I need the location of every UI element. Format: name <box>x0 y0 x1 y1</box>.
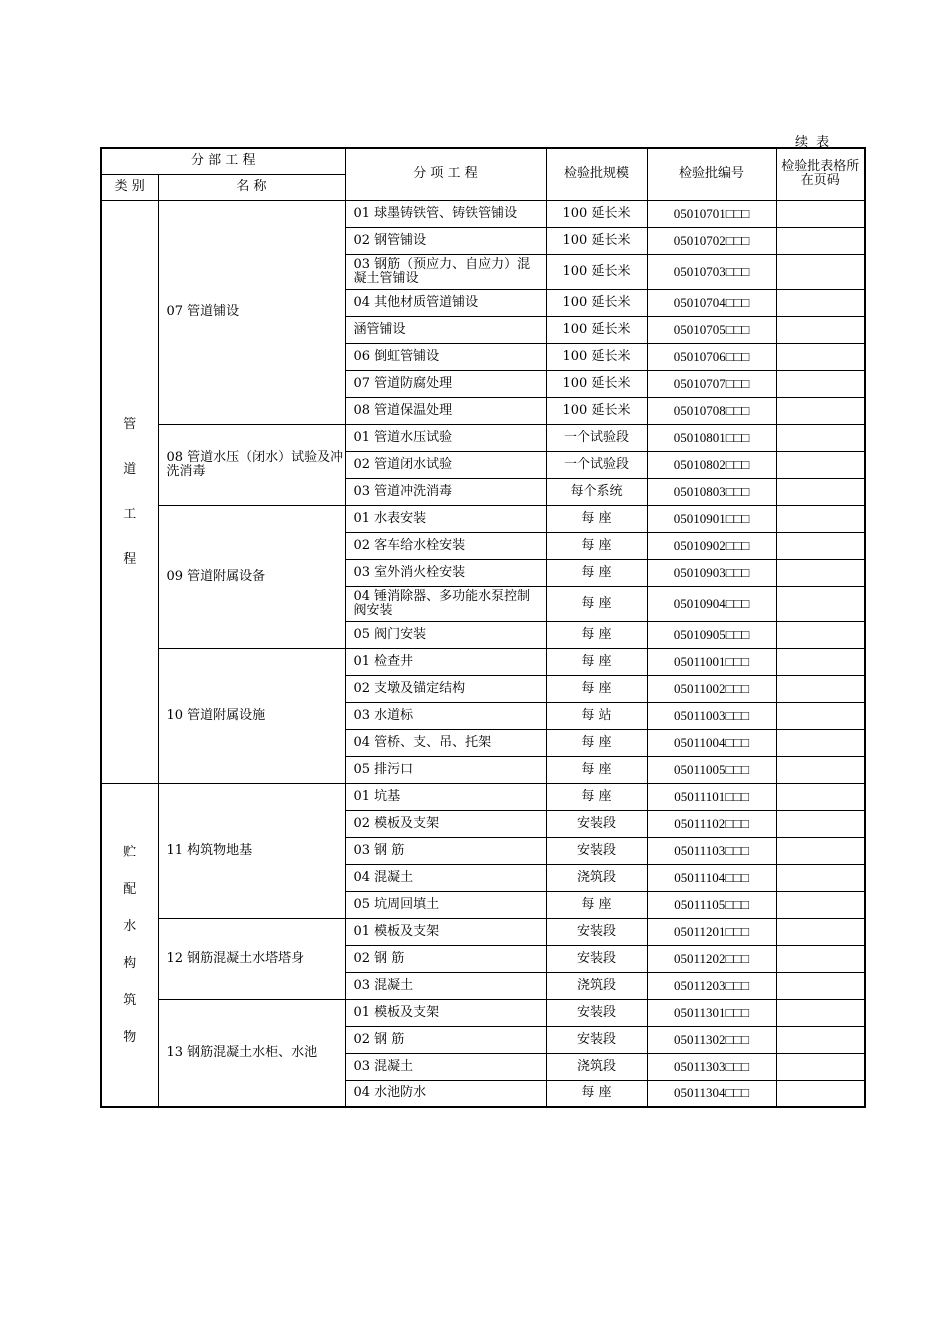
batch-code: 05011301□□□ <box>647 999 776 1026</box>
header-name: 名 称 <box>158 174 345 200</box>
batch-scale: 安装段 <box>546 945 647 972</box>
batch-code: 05011103□□□ <box>647 837 776 864</box>
sub-item-name: 05 阀门安装 <box>345 621 546 648</box>
sub-item-name: 04 水池防水 <box>345 1080 546 1107</box>
page-location-cell <box>776 200 865 227</box>
page-location-cell <box>776 343 865 370</box>
batch-code: 05010905□□□ <box>647 621 776 648</box>
page-location-cell <box>776 864 865 891</box>
batch-code: 05010901□□□ <box>647 505 776 532</box>
batch-code: 05010707□□□ <box>647 370 776 397</box>
batch-code: 05010706□□□ <box>647 343 776 370</box>
category-char: 贮 <box>123 844 137 860</box>
category-char: 构 <box>123 955 137 971</box>
page-location-cell <box>776 999 865 1026</box>
division-name: 13 钢筋混凝土水柜、水池 <box>158 999 345 1107</box>
table-row <box>101 999 865 1026</box>
category-char: 道 <box>123 461 137 477</box>
page-location-cell <box>776 397 865 424</box>
table-row <box>101 648 865 675</box>
batch-scale: 每个系统 <box>546 478 647 505</box>
batch-scale: 每 座 <box>546 559 647 586</box>
page-location-cell <box>776 451 865 478</box>
page-location-cell <box>776 505 865 532</box>
page-location-cell <box>776 837 865 864</box>
batch-code: 05011104□□□ <box>647 864 776 891</box>
header-sub-item: 分 项 工 程 <box>345 148 546 200</box>
batch-scale: 安装段 <box>546 918 647 945</box>
sub-item-name: 涵管铺设 <box>345 316 546 343</box>
batch-scale: 每 座 <box>546 756 647 783</box>
table-row <box>101 783 865 810</box>
batch-scale: 安装段 <box>546 837 647 864</box>
batch-code: 05010903□□□ <box>647 559 776 586</box>
batch-code: 05010904□□□ <box>647 586 776 621</box>
page-location-cell <box>776 675 865 702</box>
batch-scale: 每 座 <box>546 586 647 621</box>
sub-item-name: 02 钢 筋 <box>345 1026 546 1053</box>
batch-code: 05010701□□□ <box>647 200 776 227</box>
page-location-cell <box>776 756 865 783</box>
sub-item-name: 01 检查井 <box>345 648 546 675</box>
batch-scale: 每 站 <box>546 702 647 729</box>
sub-item-name: 03 钢 筋 <box>345 837 546 864</box>
batch-scale: 每 座 <box>546 783 647 810</box>
batch-code: 05010703□□□ <box>647 254 776 289</box>
sub-item-name: 02 支墩及锚定结构 <box>345 675 546 702</box>
category-char: 物 <box>123 1029 137 1045</box>
sub-item-name: 03 室外消火栓安装 <box>345 559 546 586</box>
batch-code: 05011101□□□ <box>647 783 776 810</box>
category-char: 工 <box>123 506 137 522</box>
batch-code: 05010803□□□ <box>647 478 776 505</box>
sub-item-name: 01 水表安装 <box>345 505 546 532</box>
page-location-cell <box>776 289 865 316</box>
batch-code: 05011201□□□ <box>647 918 776 945</box>
batch-scale: 浇筑段 <box>546 1053 647 1080</box>
batch-scale: 100 延长米 <box>546 200 647 227</box>
batch-code: 05011303□□□ <box>647 1053 776 1080</box>
page-location-cell <box>776 810 865 837</box>
batch-scale: 每 座 <box>546 891 647 918</box>
category-cell <box>101 783 158 1107</box>
page-location-cell <box>776 972 865 999</box>
table-row <box>101 200 865 227</box>
category-char: 水 <box>123 918 137 934</box>
sub-item-name: 04 管桥、支、吊、托架 <box>345 729 546 756</box>
division-name: 10 管道附属设施 <box>158 648 345 783</box>
batch-scale: 100 延长米 <box>546 397 647 424</box>
batch-scale: 安装段 <box>546 810 647 837</box>
page-location-cell <box>776 316 865 343</box>
sub-item-name: 02 钢 筋 <box>345 945 546 972</box>
header-division: 分 部 工 程 <box>101 148 345 174</box>
batch-code: 05011005□□□ <box>647 756 776 783</box>
page-location-cell <box>776 918 865 945</box>
page-location-cell <box>776 1080 865 1107</box>
batch-scale: 每 座 <box>546 621 647 648</box>
batch-code: 05011002□□□ <box>647 675 776 702</box>
batch-code: 05011203□□□ <box>647 972 776 999</box>
sub-item-name: 08 管道保温处理 <box>345 397 546 424</box>
batch-code: 05010702□□□ <box>647 227 776 254</box>
batch-scale: 安装段 <box>546 1026 647 1053</box>
sub-item-name: 01 球墨铸铁管、铸铁管铺设 <box>345 200 546 227</box>
sub-item-name: 07 管道防腐处理 <box>345 370 546 397</box>
batch-code: 05011302□□□ <box>647 1026 776 1053</box>
category-char: 程 <box>123 551 137 567</box>
batch-code: 05011105□□□ <box>647 891 776 918</box>
page-location-cell <box>776 478 865 505</box>
batch-scale: 一个试验段 <box>546 451 647 478</box>
batch-scale: 每 座 <box>546 1080 647 1107</box>
batch-code: 05011003□□□ <box>647 702 776 729</box>
sub-item-name: 01 模板及支架 <box>345 999 546 1026</box>
batch-scale: 100 延长米 <box>546 370 647 397</box>
batch-scale: 安装段 <box>546 999 647 1026</box>
header-batch-code: 检验批编号 <box>647 148 776 200</box>
batch-code: 05011304□□□ <box>647 1080 776 1107</box>
batch-scale: 100 延长米 <box>546 343 647 370</box>
category-char: 配 <box>123 881 137 897</box>
batch-scale: 每 座 <box>546 648 647 675</box>
page-location-cell <box>776 1053 865 1080</box>
continued-label: 续 表 <box>795 135 832 150</box>
page-location-cell <box>776 424 865 451</box>
sub-item-name: 01 坑基 <box>345 783 546 810</box>
header-batch-scale: 检验批规模 <box>546 148 647 200</box>
page-location-cell <box>776 648 865 675</box>
page-location-cell <box>776 702 865 729</box>
page-location-cell <box>776 621 865 648</box>
sub-item-name: 03 钢筋（预应力、自应力）混凝土管铺设 <box>345 254 546 289</box>
sub-item-name: 03 水道标 <box>345 702 546 729</box>
batch-code: 05010704□□□ <box>647 289 776 316</box>
sub-item-name: 02 管道闭水试验 <box>345 451 546 478</box>
batch-code: 05010708□□□ <box>647 397 776 424</box>
header-page-location: 检验批表格所在页码 <box>776 148 865 200</box>
page-location-cell <box>776 370 865 397</box>
batch-scale: 100 延长米 <box>546 254 647 289</box>
batch-scale: 每 座 <box>546 729 647 756</box>
batch-code: 05011102□□□ <box>647 810 776 837</box>
batch-code: 05011001□□□ <box>647 648 776 675</box>
division-name: 11 构筑物地基 <box>158 783 345 918</box>
sub-item-name: 03 混凝土 <box>345 972 546 999</box>
sub-item-name: 04 其他材质管道铺设 <box>345 289 546 316</box>
inspection-batch-table <box>100 147 866 1108</box>
category-char: 筑 <box>123 992 137 1008</box>
table-row <box>101 424 865 451</box>
division-name: 09 管道附属设备 <box>158 505 345 648</box>
batch-scale: 每 座 <box>546 532 647 559</box>
sub-item-name: 03 管道冲洗消毒 <box>345 478 546 505</box>
sub-item-name: 01 模板及支架 <box>345 918 546 945</box>
sub-item-name: 02 模板及支架 <box>345 810 546 837</box>
sub-item-name: 05 排污口 <box>345 756 546 783</box>
division-name: 08 管道水压（闭水）试验及冲洗消毒 <box>158 424 345 505</box>
batch-code: 05011004□□□ <box>647 729 776 756</box>
page-location-cell <box>776 254 865 289</box>
batch-scale: 每 座 <box>546 505 647 532</box>
sub-item-name: 04 混凝土 <box>345 864 546 891</box>
category-cell <box>101 200 158 783</box>
batch-code: 05010705□□□ <box>647 316 776 343</box>
batch-scale: 100 延长米 <box>546 289 647 316</box>
table-row <box>101 918 865 945</box>
division-name: 12 钢筋混凝土水塔塔身 <box>158 918 345 999</box>
page-location-cell <box>776 729 865 756</box>
batch-scale: 一个试验段 <box>546 424 647 451</box>
batch-scale: 浇筑段 <box>546 864 647 891</box>
page-location-cell <box>776 1026 865 1053</box>
batch-code: 05011202□□□ <box>647 945 776 972</box>
sub-item-name: 01 管道水压试验 <box>345 424 546 451</box>
header-category: 类 别 <box>101 174 158 200</box>
batch-scale: 浇筑段 <box>546 972 647 999</box>
batch-scale: 100 延长米 <box>546 227 647 254</box>
page-location-cell <box>776 891 865 918</box>
table-row <box>101 505 865 532</box>
sub-item-name: 03 混凝土 <box>345 1053 546 1080</box>
page-location-cell <box>776 559 865 586</box>
batch-code: 05010802□□□ <box>647 451 776 478</box>
batch-scale: 每 座 <box>546 675 647 702</box>
sub-item-name: 04 锤消除器、多功能水泵控制阀安装 <box>345 586 546 621</box>
page-location-cell <box>776 227 865 254</box>
division-name: 07 管道铺设 <box>158 200 345 424</box>
page-location-cell <box>776 945 865 972</box>
category-char: 管 <box>123 416 137 432</box>
batch-scale: 100 延长米 <box>546 316 647 343</box>
page-location-cell <box>776 783 865 810</box>
page-location-cell <box>776 586 865 621</box>
batch-code: 05010801□□□ <box>647 424 776 451</box>
page-location-cell <box>776 532 865 559</box>
sub-item-name: 05 坑周回填土 <box>345 891 546 918</box>
batch-code: 05010902□□□ <box>647 532 776 559</box>
sub-item-name: 02 钢管铺设 <box>345 227 546 254</box>
sub-item-name: 06 倒虹管铺设 <box>345 343 546 370</box>
sub-item-name: 02 客车给水栓安装 <box>345 532 546 559</box>
